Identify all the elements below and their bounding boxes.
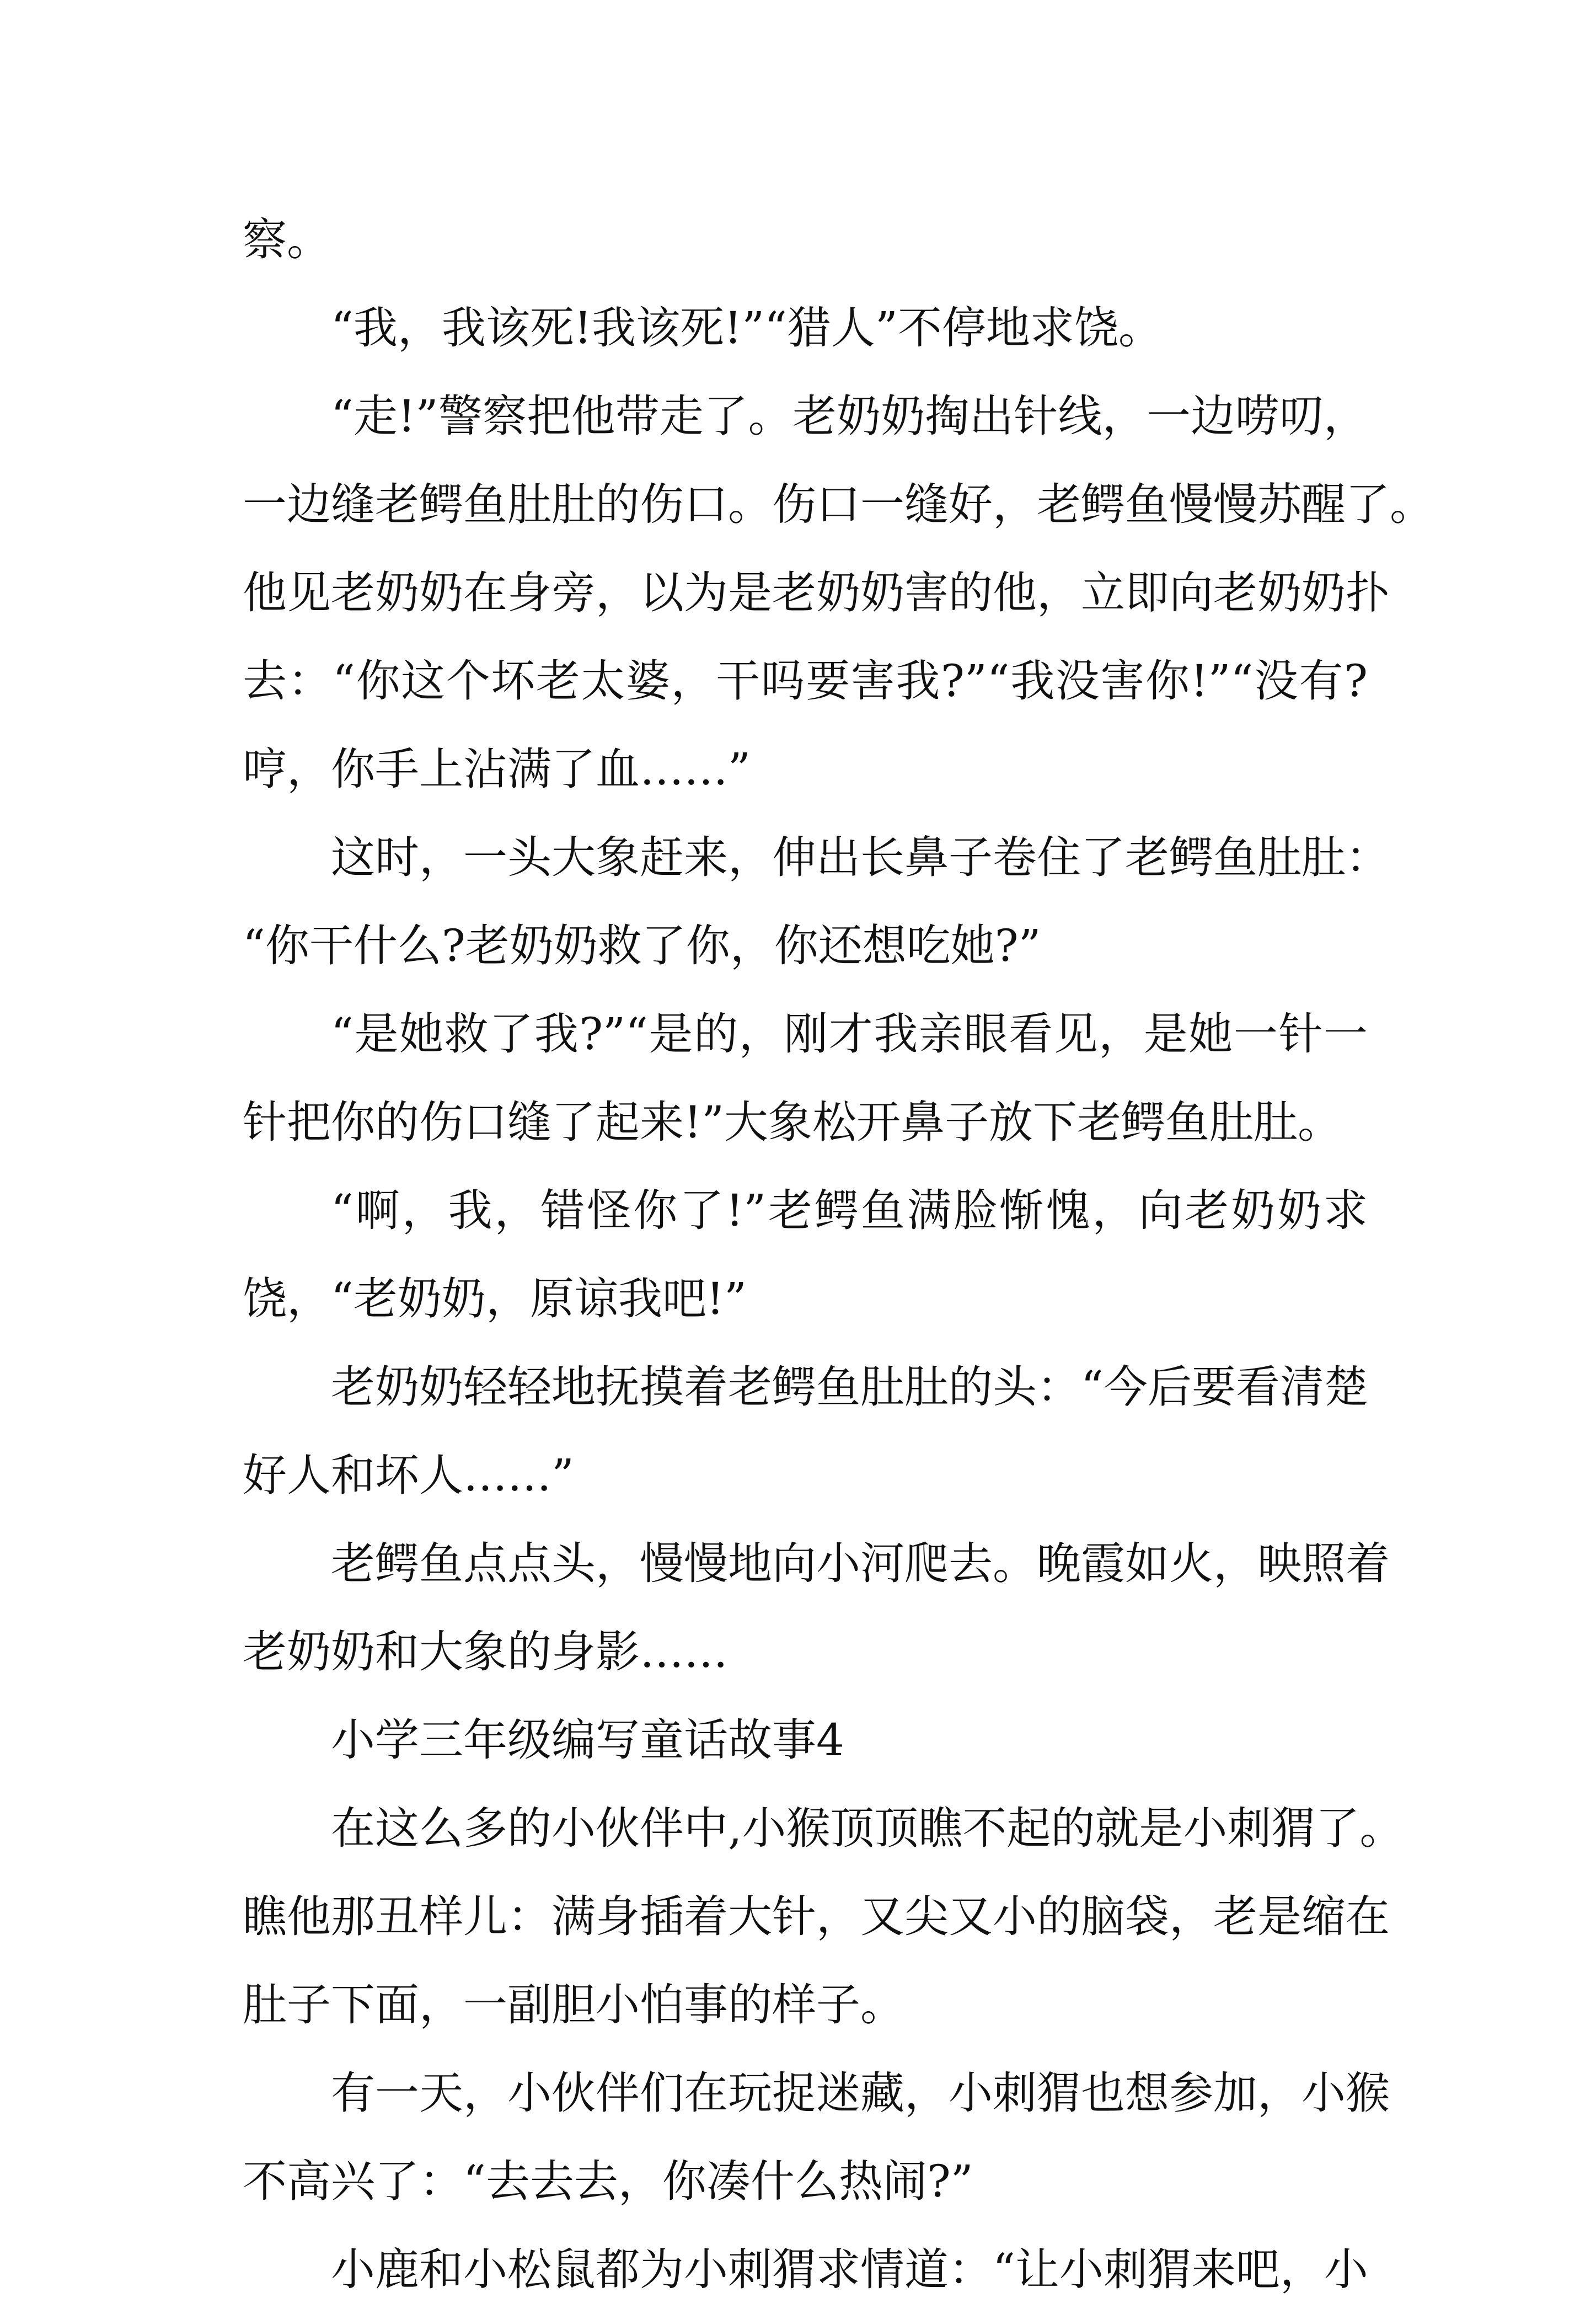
text-line: 好人和坏人……” [243,1450,574,1501]
document-page [243,196,1434,2314]
text-line: 这时，一头大象赶来，伸出长鼻子卷住了老鳄鱼肚肚： [331,832,1390,883]
text-line: 饶，“老奶奶，原谅我吧!” [243,1273,747,1324]
text-line: 小鹿和小松鼠都为小刺猬求情道：“让小刺猬来吧，小 [331,2244,1368,2295]
text-line: 瞧他那丑样儿：满身插着大针，又尖又小的脑袋，老是缩在 [243,1891,1390,1942]
text-line: 针把你的伤口缝了起来!”大象松开鼻子放下老鳄鱼肚肚。 [243,1097,1342,1148]
text-line: “你干什么?老奶奶救了你，你还想吃她?” [243,920,1041,971]
text-line: “我，我该死!我该死!”“猎人”不停地求饶。 [331,302,1163,354]
text-line: 他见老奶奶在身旁，以为是老奶奶害的他，立即向老奶奶扑 [243,567,1390,618]
text-line: 老奶奶轻轻地抚摸着老鳄鱼肚肚的头：“今后要看清楚 [331,1361,1368,1413]
text-line: “啊，我，错怪你了!”老鳄鱼满脸惭愧，向老奶奶求 [331,1185,1368,1236]
text-line: 老奶奶和大象的身影…… [243,1626,728,1677]
text-line: 察。 [243,214,331,265]
text-line: 不高兴了：“去去去，你凑什么热闹?” [243,2156,973,2207]
text-line: 哼，你手上沾满了血……” [243,744,751,795]
text-line: “是她救了我?”“是的，刚才我亲眼看见，是她一针一 [331,1008,1368,1060]
text-line: 一边缝老鳄鱼肚肚的伤口。伤口一缝好，老鳄鱼慢慢苏醒了。 [243,479,1434,530]
text-line: “走!”警察把他带走了。老奶奶掏出针线，一边唠叨， [331,391,1368,442]
text-line: 在这么多的小伙伴中,小猴顶顶瞧不起的就是小刺猬了。 [331,1803,1404,1854]
text-line: 小学三年级编写童话故事4 [331,1714,844,1766]
text-line: 老鳄鱼点点头，慢慢地向小河爬去。晚霞如火，映照着 [331,1538,1390,1589]
text-line: 肚子下面，一副胆小怕事的样子。 [243,1979,904,2030]
text-line: 有一天，小伙伴们在玩捉迷藏，小刺猬也想参加，小猴 [331,2067,1390,2119]
text-line: 去：“你这个坏老太婆，干吗要害我?”“我没害你!”“没有? [243,655,1368,707]
